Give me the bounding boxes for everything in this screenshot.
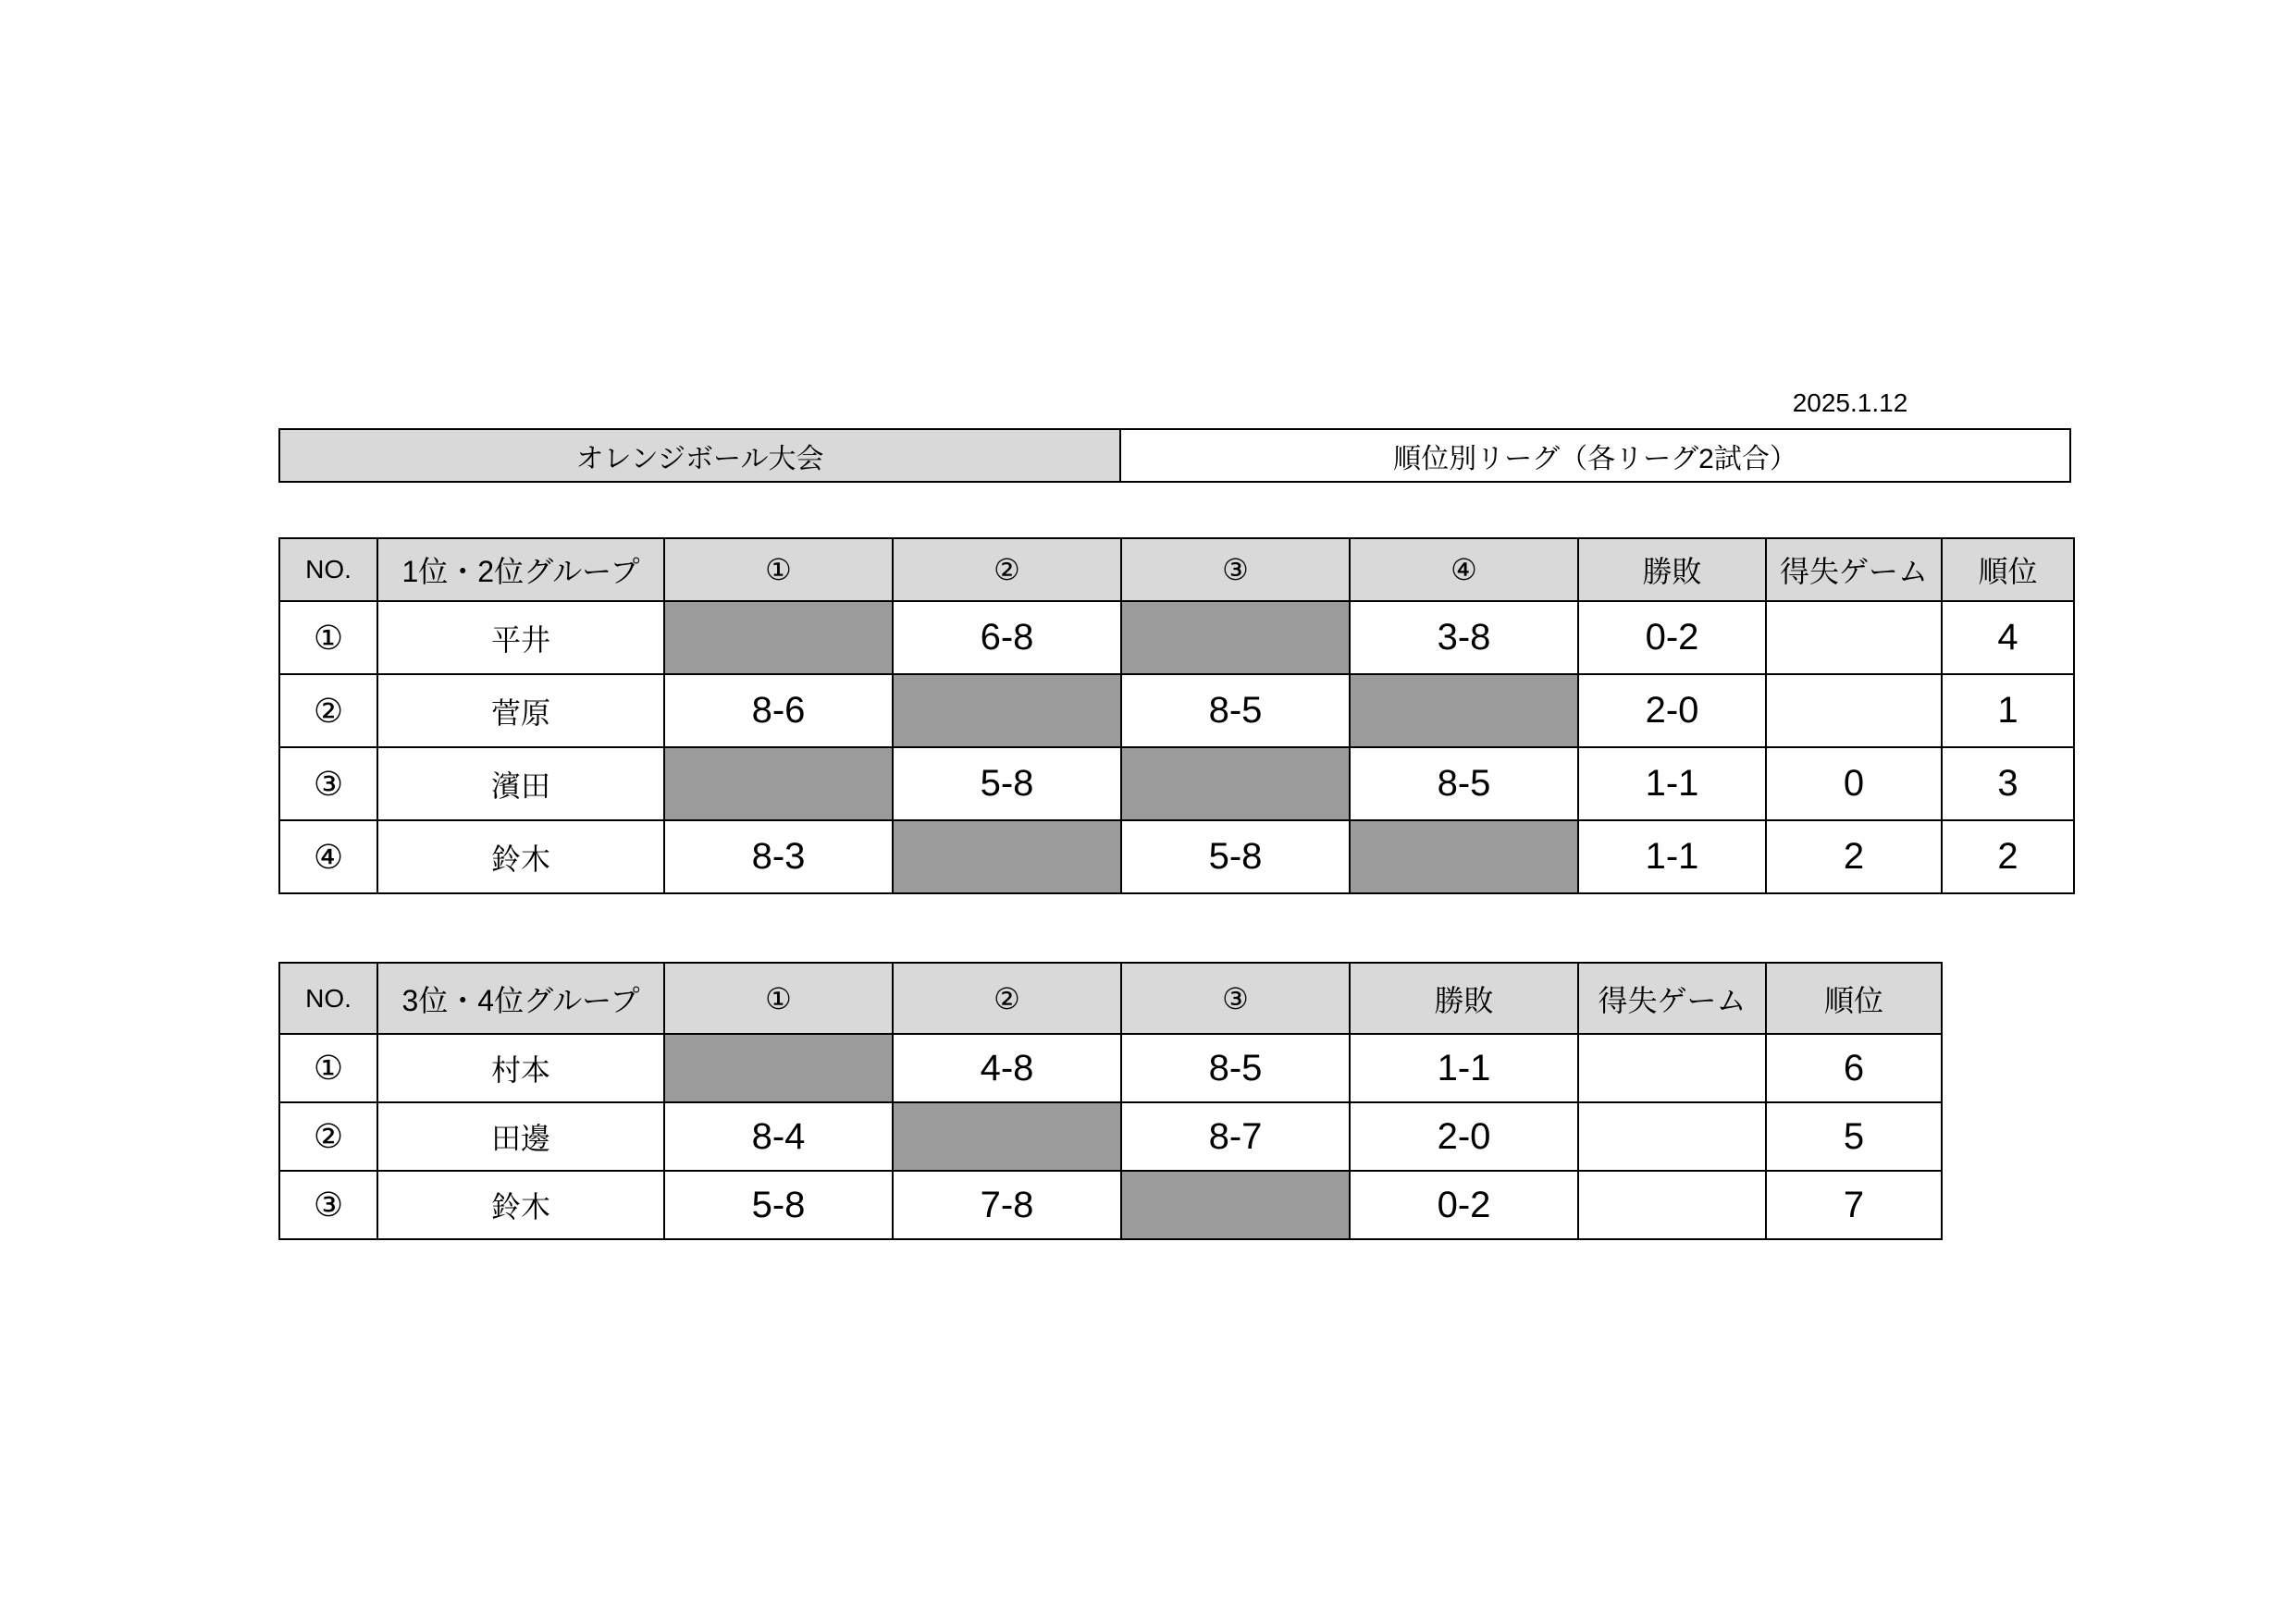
game-diff [1766, 601, 1942, 674]
win-loss: 0-2 [1578, 601, 1766, 674]
match-result: 8-5 [1121, 1034, 1350, 1102]
match-result: 8-5 [1121, 674, 1350, 747]
header-rank: 順位 [1942, 538, 2074, 601]
table-row [279, 820, 2074, 893]
blocked-cell [1121, 747, 1350, 820]
header-game-diff: 得失ゲーム [1578, 963, 1766, 1034]
player-name: 田邊 [377, 1102, 664, 1171]
blocked-cell [664, 1034, 893, 1102]
header-opponent-1: ① [664, 538, 893, 601]
player-no: ③ [279, 1171, 377, 1239]
blocked-cell [1350, 674, 1578, 747]
header-rank: 順位 [1766, 963, 1942, 1034]
match-result: 8-6 [664, 674, 893, 747]
match-result: 5-8 [893, 747, 1121, 820]
header-no: NO. [279, 963, 377, 1034]
match-result: 8-4 [664, 1102, 893, 1171]
table-row [279, 747, 2074, 820]
header-opponent-1: ① [664, 963, 893, 1034]
game-diff: 2 [1766, 820, 1942, 893]
player-name: 鈴木 [377, 1171, 664, 1239]
match-result: 8-5 [1350, 747, 1578, 820]
header-record: 勝敗 [1578, 538, 1766, 601]
group1-header-row [279, 538, 2074, 601]
match-result: 8-3 [664, 820, 893, 893]
player-no: ④ [279, 820, 377, 893]
rank: 6 [1766, 1034, 1942, 1102]
win-loss: 2-0 [1350, 1102, 1578, 1171]
match-result: 5-8 [1121, 820, 1350, 893]
player-no: ③ [279, 747, 377, 820]
match-result: 4-8 [893, 1034, 1121, 1102]
rank: 5 [1766, 1102, 1942, 1171]
blocked-cell [893, 820, 1121, 893]
table-row [279, 1102, 1942, 1171]
player-no: ② [279, 1102, 377, 1171]
blocked-cell [1121, 1171, 1350, 1239]
game-diff [1766, 674, 1942, 747]
header-opponent-2: ② [893, 963, 1121, 1034]
player-name: 村本 [377, 1034, 664, 1102]
league-title: 順位別リーグ（各リーグ2試合） [1120, 429, 2070, 482]
match-result: 6-8 [893, 601, 1121, 674]
game-diff [1578, 1102, 1766, 1171]
match-result: 3-8 [1350, 601, 1578, 674]
match-result: 8-7 [1121, 1102, 1350, 1171]
blocked-cell [664, 747, 893, 820]
win-loss: 1-1 [1578, 820, 1766, 893]
rank: 2 [1942, 820, 2074, 893]
rank: 7 [1766, 1171, 1942, 1239]
match-result: 5-8 [664, 1171, 893, 1239]
player-no: ② [279, 674, 377, 747]
game-diff [1578, 1171, 1766, 1239]
table-row [279, 601, 2074, 674]
header-opponent-2: ② [893, 538, 1121, 601]
header-game-diff: 得失ゲーム [1766, 538, 1942, 601]
blocked-cell [893, 674, 1121, 747]
player-no: ① [279, 601, 377, 674]
header-no: NO. [279, 538, 377, 601]
blocked-cell [1121, 601, 1350, 674]
document-date: 2025.1.12 [1792, 388, 1908, 417]
player-name: 鈴木 [377, 820, 664, 893]
rank: 4 [1942, 601, 2074, 674]
win-loss: 1-1 [1350, 1034, 1578, 1102]
win-loss: 1-1 [1578, 747, 1766, 820]
game-diff [1578, 1034, 1766, 1102]
group2-header-row [279, 963, 1942, 1034]
player-name: 濱田 [377, 747, 664, 820]
blocked-cell [664, 601, 893, 674]
match-result: 7-8 [893, 1171, 1121, 1239]
title-table [278, 428, 2071, 483]
player-name: 菅原 [377, 674, 664, 747]
player-name: 平井 [377, 601, 664, 674]
table-row [279, 1171, 1942, 1239]
blocked-cell [1350, 820, 1578, 893]
group1-table [278, 537, 2075, 894]
table-row [279, 1034, 1942, 1102]
header-opponent-4: ④ [1350, 538, 1578, 601]
header-opponent-3: ③ [1121, 963, 1350, 1034]
event-title: オレンジボール大会 [279, 429, 1120, 482]
table-row [279, 674, 2074, 747]
header-record: 勝敗 [1350, 963, 1578, 1034]
win-loss: 0-2 [1350, 1171, 1578, 1239]
header-group-name: 1位・2位グループ [377, 538, 664, 601]
player-no: ① [279, 1034, 377, 1102]
rank: 3 [1942, 747, 2074, 820]
rank: 1 [1942, 674, 2074, 747]
win-loss: 2-0 [1578, 674, 1766, 747]
group2-table [278, 962, 1943, 1240]
header-opponent-3: ③ [1121, 538, 1350, 601]
header-group-name: 3位・4位グループ [377, 963, 664, 1034]
blocked-cell [893, 1102, 1121, 1171]
game-diff: 0 [1766, 747, 1942, 820]
